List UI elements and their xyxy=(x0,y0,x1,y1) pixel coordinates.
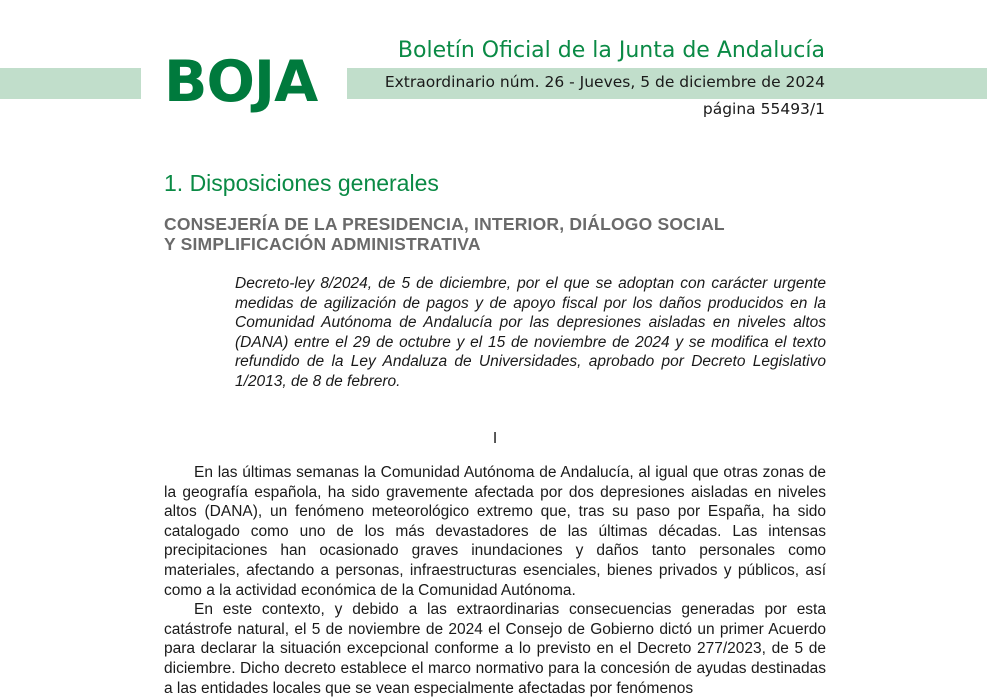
paragraph: En este contexto, y debido a las extraordinarias consecuencias generadas por esta catástrofe natural, el 5 de noviembre de 2024 el Consejo de Gobierno dictó un primer Acuerdo para declarar la situación excepcional conforme a lo previsto en el Decreto 277/2023, de 5 de diciembre. Dicho decreto establece el marco normativo para la concesión de ayudas destinadas a las entidades locales que se vean especialmente afectadas por fenómenos xyxy=(164,601,826,697)
ministry-line: Y SIMPLIFICACIÓN ADMINISTRATIVA xyxy=(164,234,481,254)
header-band-left xyxy=(0,68,141,99)
ministry-line: CONSEJERÍA DE LA PRESIDENCIA, INTERIOR, DIÁLOGO SOCIAL xyxy=(164,214,725,234)
paragraph: En las últimas semanas la Comunidad Autónoma de Andalucía, al igual que otras zonas de la geografía española, ha sido gravemente afectada por dos depresiones aisladas en niveles altos (DANA), un fenómeno meteorológico extremo que, tras su paso por España, ha sido catalogado como uno de los más devastadores de las últimas décadas. Las intensas precipitaciones han ocasionado graves inundaciones y daños tanto personales como materiales, afectando a personas, infraestructuras esenciales, bienes privados y públicos, así como a la actividad económica de la Comunidad Autónoma. xyxy=(164,464,826,599)
part-numeral: I xyxy=(492,430,498,447)
decree-summary: Decreto-ley 8/2024, de 5 de diciembre, por el que se adoptan con carácter urgente medidas de agilización de pagos y de apoyo fiscal por los daños producidos en la Comunidad Autónoma de Andalucía por las depresiones aisladas en niveles altos (DANA) entre el 29 de octubre y el 15 de noviembre de 2024 y se modifica el texto refundido de la Ley Andaluza de Universidades, aprobado por Decreto Legislativo 1/2013, de 8 de febrero. xyxy=(235,275,826,390)
page-number: página 55493/1 xyxy=(702,100,825,118)
issue-info: Extraordinario núm. 26 - Jueves, 5 de diciembre de 2024 xyxy=(384,73,825,91)
boja-logo: BOJA xyxy=(164,49,318,115)
ministry-heading xyxy=(164,214,824,254)
bulletin-title: Boletín Oficial de la Junta de Andalucía xyxy=(397,38,825,63)
body-text xyxy=(164,463,826,698)
section-title: 1. Disposiciones generales xyxy=(164,170,439,196)
